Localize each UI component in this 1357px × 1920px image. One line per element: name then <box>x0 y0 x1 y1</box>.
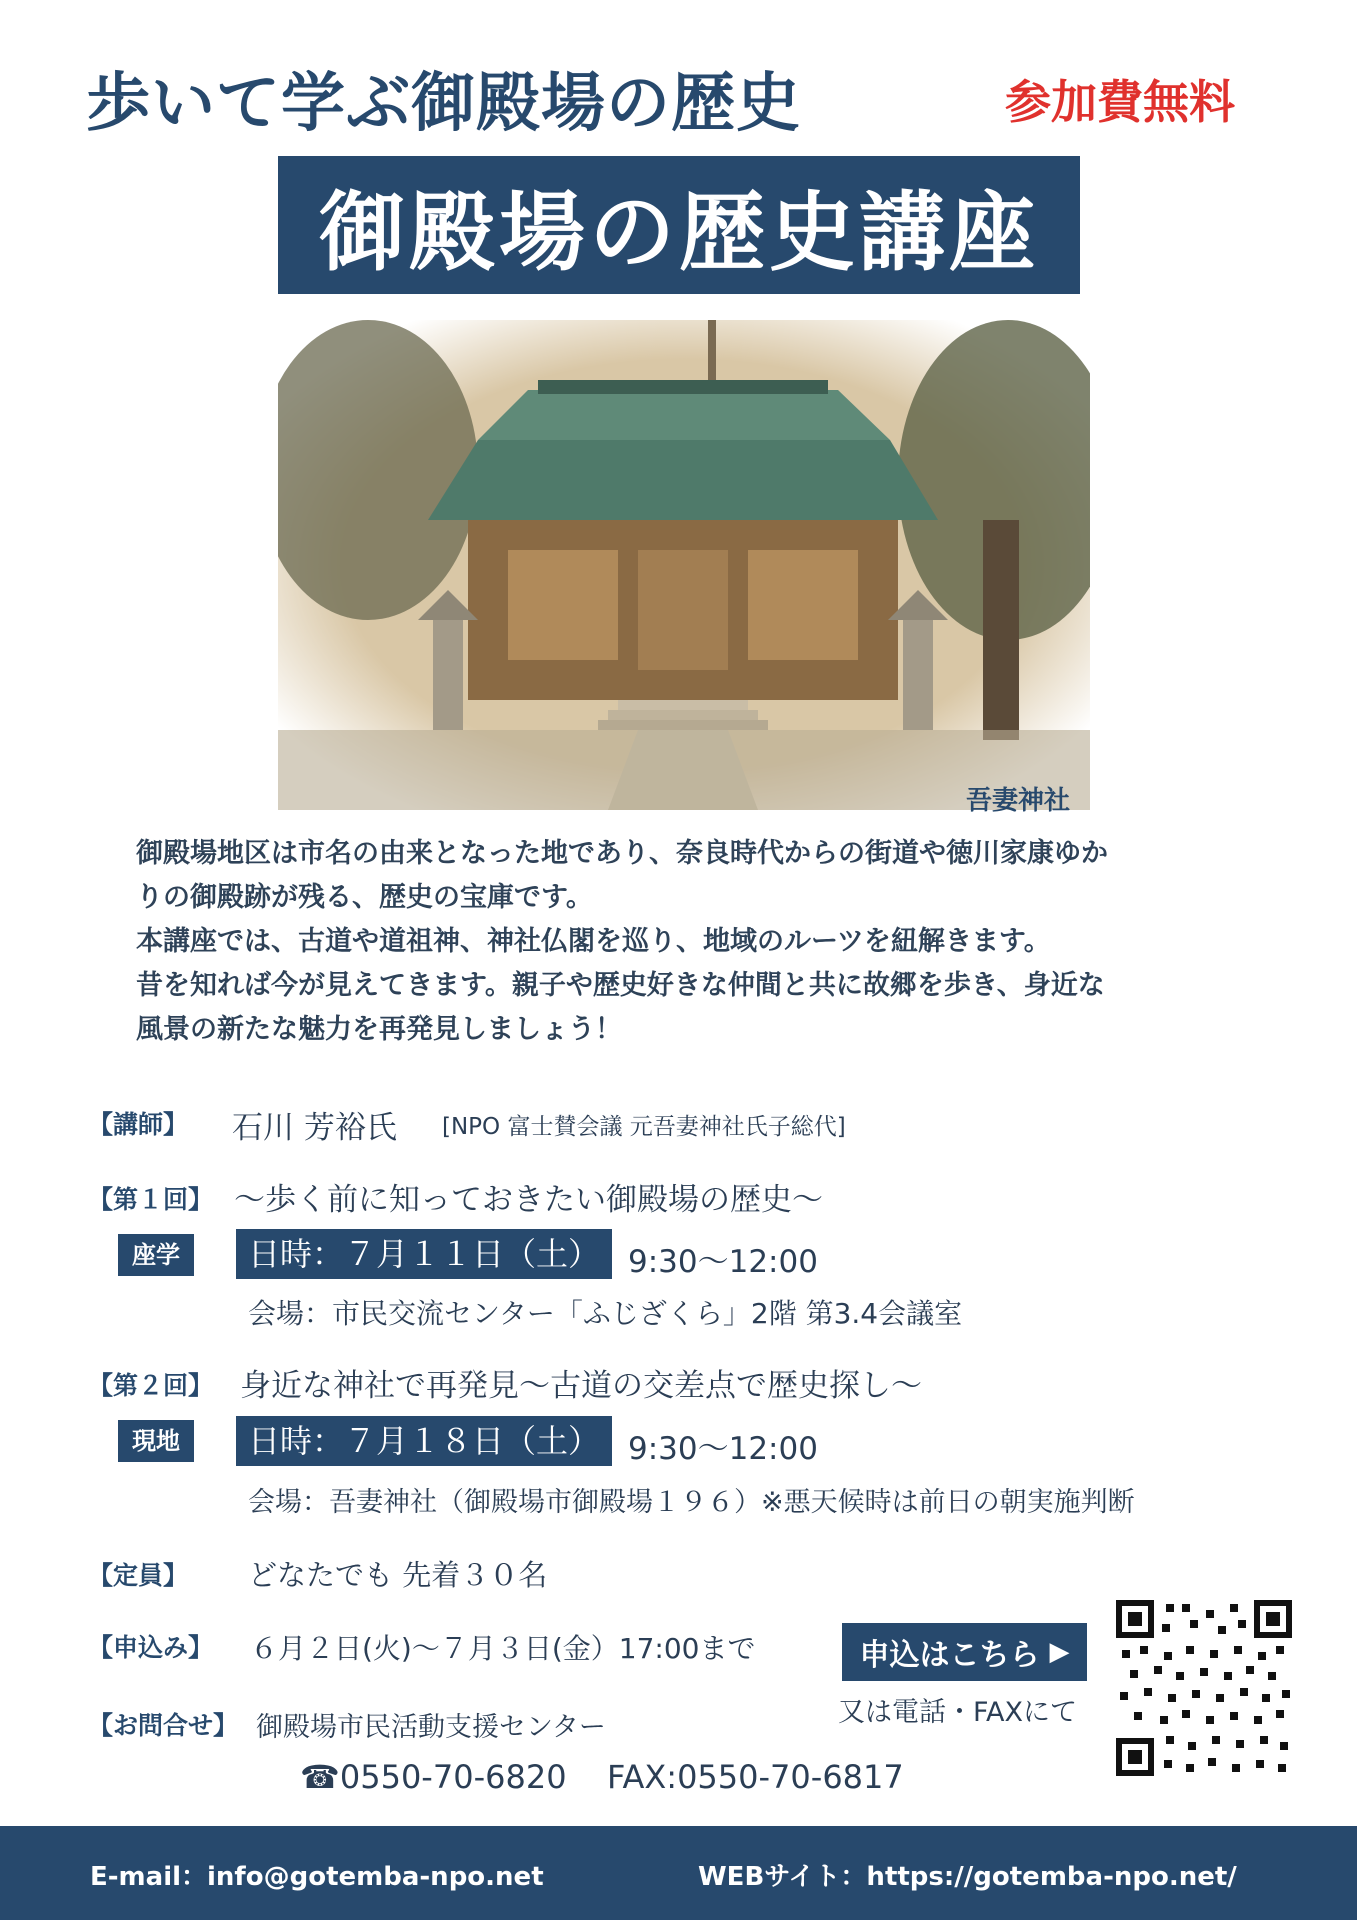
session1-date: 日時：７月１１日（土） <box>236 1229 612 1279</box>
contact-org: 御殿場市民活動支援センター <box>256 1712 606 1743</box>
session2-label: 【第２回】 <box>88 1371 214 1400</box>
session2-venue: 会場：吾妻神社（御殿場市御殿場１９６）※悪天候時は前日の朝実施判断 <box>248 1487 1135 1518</box>
application-alt-text: 又は電話・FAXにて <box>838 1697 1078 1728</box>
intro-line: 本講座では、古道や道祖神、神社仏閣を巡り、地域のルーツを紐解きます。 <box>136 926 1051 957</box>
footer-website[interactable]: WEBサイト：https://gotemba-npo.net/ <box>698 1862 1237 1892</box>
intro-line: 風景の新たな魅力を再発見しましょう！ <box>136 1014 622 1045</box>
contact-fax: FAX:0550-70-6817 <box>607 1758 904 1796</box>
intro-line: りの御殿跡が残る、歴史の宝庫です。 <box>136 882 593 913</box>
session2-date: 日時：７月１８日（土） <box>236 1416 612 1466</box>
photo-caption: 吾妻神社 <box>966 786 1071 816</box>
page-title: 御殿場の歴史講座 <box>278 156 1080 294</box>
apply-button[interactable] <box>842 1623 1087 1681</box>
application-label: 【申込み】 <box>88 1633 214 1662</box>
shrine-illustration <box>278 320 1090 810</box>
intro-line: 昔を知れば今が見えてきます。親子や歴史好きな仲間と共に故郷を歩き、身近な <box>136 970 1105 1001</box>
free-admission-badge: 参加費無料 <box>1005 75 1235 129</box>
application-period: ６月２日(火)～７月３日(金）17:00まで <box>250 1632 756 1665</box>
session2-type-badge: 現地 <box>118 1420 194 1462</box>
lecturer-label: 【講師】 <box>88 1110 189 1139</box>
session2-time: 9:30～12:00 <box>628 1431 818 1467</box>
event-subtitle: 歩いて学ぶ御殿場の歴史 <box>86 67 801 141</box>
apply-button-label: 申込はこちら <box>859 1638 1040 1673</box>
session1-title: ～歩く前に知っておきたい御殿場の歴史～ <box>234 1182 823 1218</box>
contact-label: 【お問合せ】 <box>88 1711 239 1740</box>
contact-phone: ☎0550-70-6820 <box>300 1758 567 1796</box>
play-arrow-icon: ▶ <box>1049 1637 1070 1667</box>
qr-code[interactable] <box>1116 1600 1292 1776</box>
lecturer-name: 石川 芳裕氏 <box>232 1110 397 1146</box>
lecturer-affiliation: [NPO 富士賛会議 元吾妻神社氏子総代] <box>442 1114 846 1140</box>
session1-label: 【第１回】 <box>88 1185 214 1214</box>
session2-title: 身近な神社で再発見～古道の交差点で歴史探し～ <box>240 1368 922 1404</box>
session1-type-badge: 座学 <box>118 1234 194 1276</box>
intro-line: 御殿場地区は市名の由来となった地であり、奈良時代からの街道や徳川家康ゆか <box>136 838 1108 869</box>
session1-time: 9:30～12:00 <box>628 1244 818 1280</box>
intro-text <box>136 832 1246 1052</box>
footer-email[interactable]: E-mail：info@gotemba-npo.net <box>90 1862 544 1892</box>
footer-bar <box>0 1826 1357 1920</box>
session1-venue: 会場：市民交流センター「ふじざくら」2階 第3.4会議室 <box>248 1297 963 1330</box>
capacity-text: どなたでも 先着３０名 <box>248 1558 548 1592</box>
capacity-label: 【定員】 <box>88 1561 189 1590</box>
